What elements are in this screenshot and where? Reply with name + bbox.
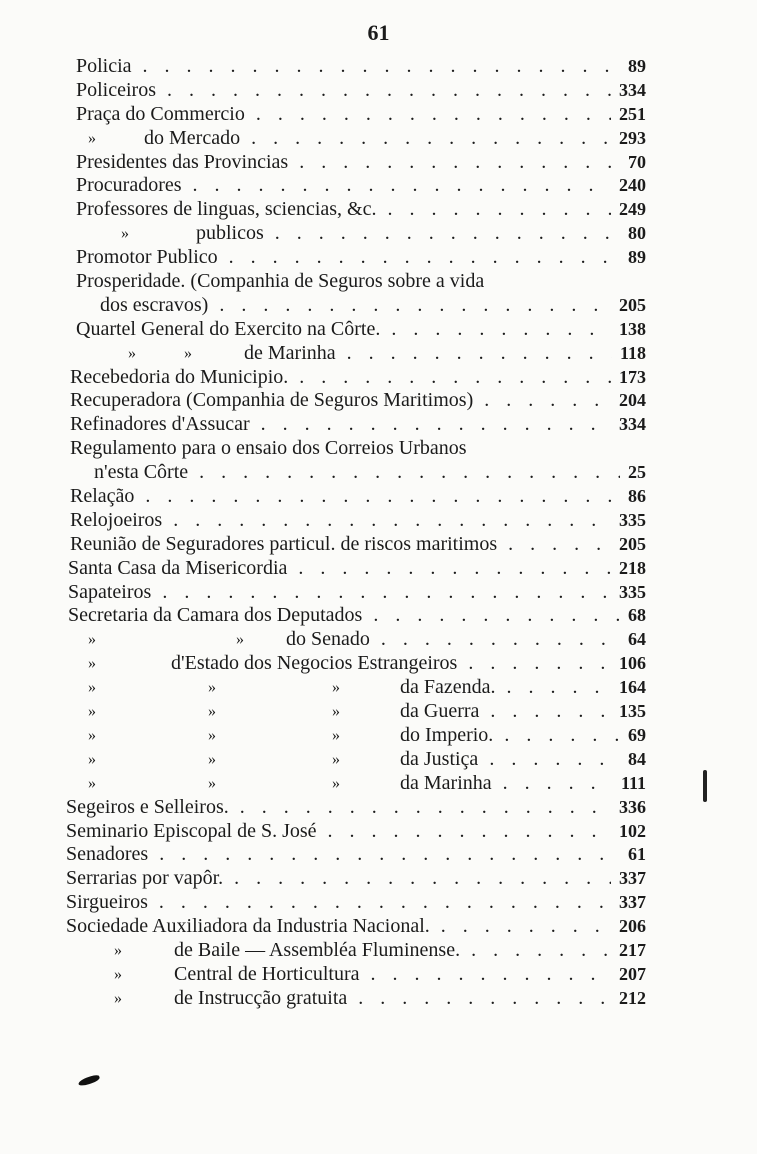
entry-page-number: 111 [613, 772, 646, 796]
ditto-mark: » [208, 774, 216, 792]
ditto-mark: » [88, 726, 96, 744]
index-entry [66, 796, 646, 820]
entry-text: Policia . . . [76, 55, 646, 79]
entry-page-number: 204 [611, 389, 646, 413]
entry-page-number: 102 [611, 820, 646, 844]
index-entry [66, 79, 646, 103]
entry-page-number: 106 [611, 652, 646, 676]
entry-page-number: 173 [611, 366, 646, 390]
ditto-mark: » [332, 703, 340, 721]
index-entry [66, 103, 646, 127]
entry-page-number: 84 [620, 748, 646, 772]
entry-text: Relação . . . [70, 485, 646, 509]
entry-text: dos escravos) . . . [100, 294, 646, 318]
entry-text: Sociedade Auxiliadora da Industria Nacional. . . . [66, 915, 646, 939]
index-entry [66, 55, 646, 79]
index-list [66, 55, 646, 1011]
ditto-mark: » [121, 225, 129, 243]
page-number: 61 [367, 20, 390, 45]
entry-text: Prosperidade. (Companhia de Seguros sobre a vida [76, 270, 485, 293]
index-entry [66, 963, 646, 987]
entry-page-number: 206 [611, 915, 646, 939]
index-entry [66, 772, 646, 796]
index-entry [66, 581, 646, 605]
entry-page-number: 337 [611, 891, 646, 915]
entry-text: n'esta Côrte . . . [94, 461, 646, 485]
entry-text: Recebedoria do Municipio. . . . [70, 366, 646, 390]
index-entry [66, 867, 646, 891]
entry-page-number: 240 [611, 174, 646, 198]
entry-text: Promotor Publico . . . [76, 246, 646, 270]
entry-page-number: 218 [611, 557, 646, 581]
index-entry [66, 389, 646, 413]
ditto-mark: » [208, 750, 216, 768]
index-entry [66, 820, 646, 844]
ditto-mark: » [208, 726, 216, 744]
entry-page-number: 68 [620, 604, 646, 628]
entry-text: Senadores . . . [66, 843, 646, 867]
entry-page-number: 80 [620, 222, 646, 246]
index-entry [66, 700, 646, 724]
entry-page-number: 89 [620, 246, 646, 270]
index-entry [66, 604, 646, 628]
margin-mark [703, 770, 707, 802]
ditto-mark: » [236, 631, 244, 649]
entry-text: Relojoeiros . . . [70, 509, 646, 533]
index-entry [66, 294, 646, 318]
entry-text: Regulamento para o ensaio dos Correios Urbanos [70, 437, 467, 460]
index-entry [66, 628, 646, 652]
index-entry [66, 987, 646, 1011]
ditto-mark: » [114, 965, 122, 983]
ditto-mark: » [88, 655, 96, 673]
entry-page-number: 205 [611, 294, 646, 318]
ditto-mark: » [208, 679, 216, 697]
index-entry [66, 939, 646, 963]
entry-text: da Guerra . . . [400, 700, 646, 724]
index-entry [66, 174, 646, 198]
entry-text: da Marinha . . . [400, 772, 646, 796]
entry-page-number: 336 [611, 796, 646, 820]
index-entry [66, 318, 646, 342]
ditto-mark: » [332, 750, 340, 768]
entry-text: Presidentes das Provincias . . . [76, 151, 646, 175]
entry-text: Santa Casa da Misericordia . . . [68, 557, 646, 581]
entry-page-number: 70 [620, 151, 646, 175]
entry-page-number: 249 [611, 198, 646, 222]
index-entry [66, 127, 646, 151]
index-entry [66, 915, 646, 939]
index-entry [66, 652, 646, 676]
entry-text: Secretaria da Camara dos Deputados . . . [68, 604, 646, 628]
entry-page-number: 138 [611, 318, 646, 342]
index-entry [66, 270, 646, 294]
ditto-mark: » [88, 703, 96, 721]
entry-text: Serrarias por vapôr. . . . [66, 867, 646, 891]
entry-page-number: 164 [611, 676, 646, 700]
entry-page-number: 207 [611, 963, 646, 987]
entry-text: Professores de linguas, sciencias, &c. . . . [76, 198, 646, 222]
entry-page-number: 334 [611, 413, 646, 437]
entry-page-number: 293 [611, 127, 646, 151]
entry-text: Central de Horticultura . . . [174, 963, 646, 987]
entry-page-number: 61 [620, 843, 646, 867]
index-entry [66, 342, 646, 366]
index-entry [66, 246, 646, 270]
index-entry [66, 748, 646, 772]
entry-text: Quartel General do Exercito na Côrte. . . . [76, 318, 646, 342]
entry-text: publicos . . . [196, 222, 646, 246]
index-entry [66, 843, 646, 867]
ditto-mark: » [88, 679, 96, 697]
entry-page-number: 217 [611, 939, 646, 963]
ditto-mark: » [88, 631, 96, 649]
index-entry [66, 198, 646, 222]
index-entry [66, 557, 646, 581]
entry-text: da Justiça . . . [400, 748, 646, 772]
entry-page-number: 205 [611, 533, 646, 557]
entry-text: Praça do Commercio . . . [76, 103, 646, 127]
entry-text: do Imperio. . . . [400, 724, 646, 748]
index-entry [66, 151, 646, 175]
entry-page-number: 334 [611, 79, 646, 103]
entry-page-number: 69 [620, 724, 646, 748]
index-entry [66, 437, 646, 461]
entry-text: Segeiros e Selleiros. . . . [66, 796, 646, 820]
ditto-mark: » [114, 989, 122, 1007]
entry-page-number: 64 [620, 628, 646, 652]
entry-text: de Baile — Assembléa Fluminense. . . . [174, 939, 646, 963]
ditto-mark: » [184, 344, 192, 362]
ditto-mark: » [208, 703, 216, 721]
ditto-mark: » [114, 941, 122, 959]
ditto-mark: » [88, 750, 96, 768]
entry-text: Procuradores . . . [76, 174, 646, 198]
entry-text: Policeiros . . . [76, 79, 646, 103]
ditto-mark: » [332, 726, 340, 744]
entry-text: Sapateiros . . . [68, 581, 646, 605]
ink-blot [77, 1074, 100, 1087]
index-entry [66, 366, 646, 390]
entry-text: Recuperadora (Companhia de Seguros Maritimos) . . . [70, 389, 646, 413]
entry-text: Refinadores d'Assucar . . . [70, 413, 646, 437]
entry-page-number: 25 [620, 461, 646, 485]
index-entry [66, 676, 646, 700]
index-entry [66, 222, 646, 246]
entry-page-number: 135 [611, 700, 646, 724]
entry-text: de Instrucção gratuita . . . [174, 987, 646, 1011]
index-entry [66, 485, 646, 509]
entry-text: da Fazenda. . . . [400, 676, 646, 700]
index-entry [66, 509, 646, 533]
index-entry [66, 724, 646, 748]
ditto-mark: » [88, 129, 96, 147]
entry-text: do Mercado . . . [144, 127, 646, 151]
entry-text: do Senado . . . [286, 628, 646, 652]
entry-text: Sirgueiros . . . [66, 891, 646, 915]
ditto-mark: » [128, 344, 136, 362]
entry-page-number: 212 [611, 987, 646, 1011]
index-entry [66, 461, 646, 485]
ditto-mark: » [88, 774, 96, 792]
index-entry [66, 891, 646, 915]
entry-page-number: 89 [620, 55, 646, 79]
ditto-mark: » [332, 774, 340, 792]
entry-page-number: 251 [611, 103, 646, 127]
entry-text: d'Estado dos Negocios Estrangeiros . . . [171, 652, 646, 676]
entry-page-number: 118 [612, 342, 646, 366]
entry-text: Reunião de Seguradores particul. de riscos maritimos . . . [70, 533, 646, 557]
entry-page-number: 86 [620, 485, 646, 509]
ditto-mark: » [332, 679, 340, 697]
entry-page-number: 337 [611, 867, 646, 891]
entry-text: Seminario Episcopal de S. José . . . [66, 820, 646, 844]
entry-page-number: 335 [611, 509, 646, 533]
entry-text: de Marinha . . . [244, 342, 646, 366]
entry-page-number: 335 [611, 581, 646, 605]
index-entry [66, 533, 646, 557]
index-entry [66, 413, 646, 437]
